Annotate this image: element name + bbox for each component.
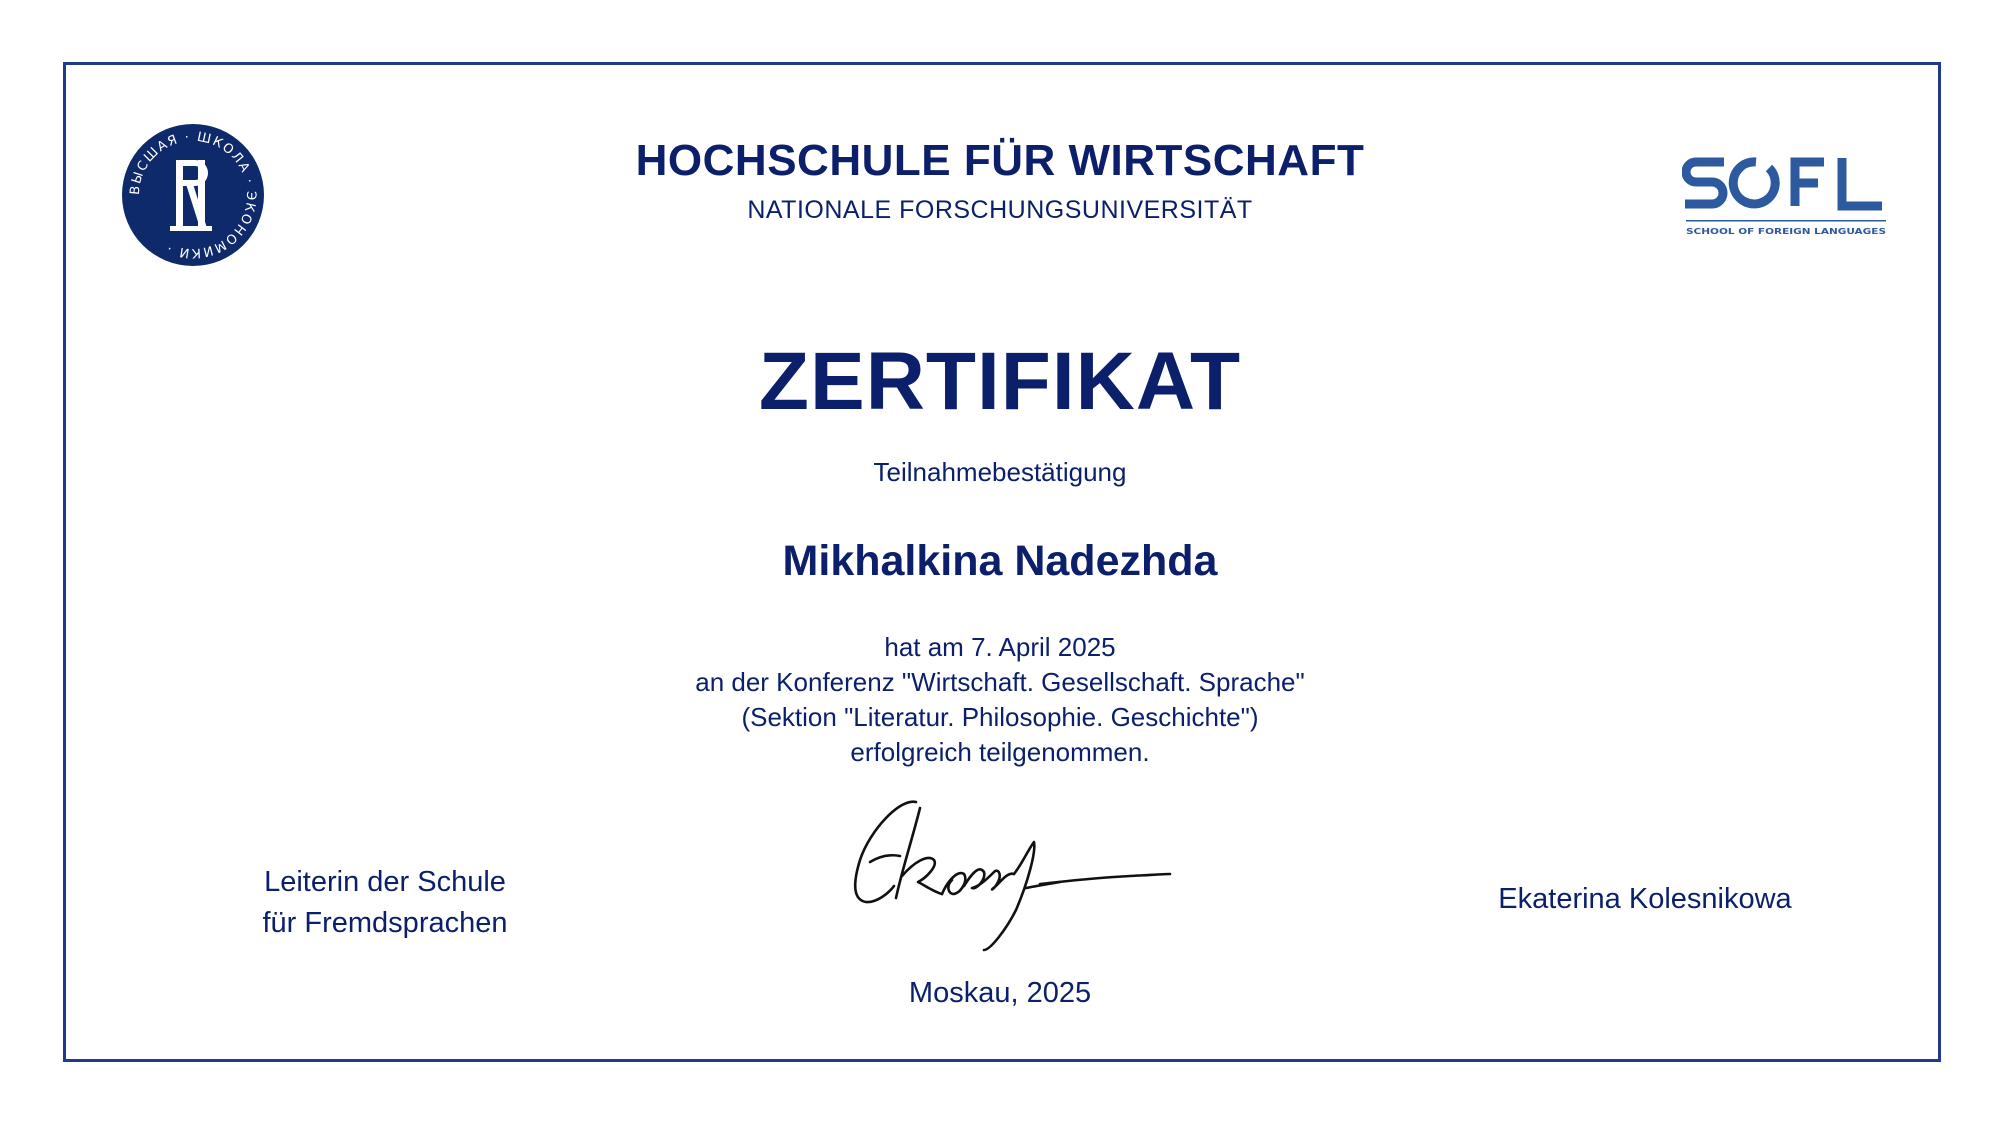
institution-name: HOCHSCHULE FÜR WIRTSCHAFT	[635, 136, 1365, 185]
sofl-tagline: SCHOOL OF FOREIGN LANGUAGES	[1686, 226, 1887, 236]
place-date: Moskau, 2025	[908, 977, 1092, 1009]
institution-subtitle: NATIONALE FORSCHUNGSUNIVERSITÄT	[747, 196, 1253, 224]
certificate-subtitle: Teilnahmebestätigung	[873, 457, 1127, 487]
body-line: erfolgreich teilgenommen.	[850, 737, 1150, 767]
certificate-title: ZERTIFIKAT	[758, 336, 1242, 427]
certificate-body	[0, 630, 2000, 770]
handwritten-signature	[830, 790, 1190, 960]
recipient-name: Mikhalkina Nadezhda	[782, 537, 1218, 585]
signatory-role-line: für Fremdsprachen	[262, 907, 508, 939]
signatory-name: Ekaterina Kolesnikowa	[1498, 883, 1792, 915]
body-line: (Sektion "Literatur. Philosophie. Geschichte")	[741, 702, 1259, 732]
signatory-role-line: Leiterin der Schule	[264, 866, 506, 898]
signatory-role	[230, 862, 540, 944]
body-line: an der Konferenz "Wirtschaft. Gesellschaft. Sprache"	[695, 667, 1305, 697]
body-line: hat am 7. April 2025	[884, 632, 1116, 662]
seal-ring-text: ВЫСШАЯ · ШКОЛА · ЭКОНОМИКИ ·	[127, 129, 259, 261]
